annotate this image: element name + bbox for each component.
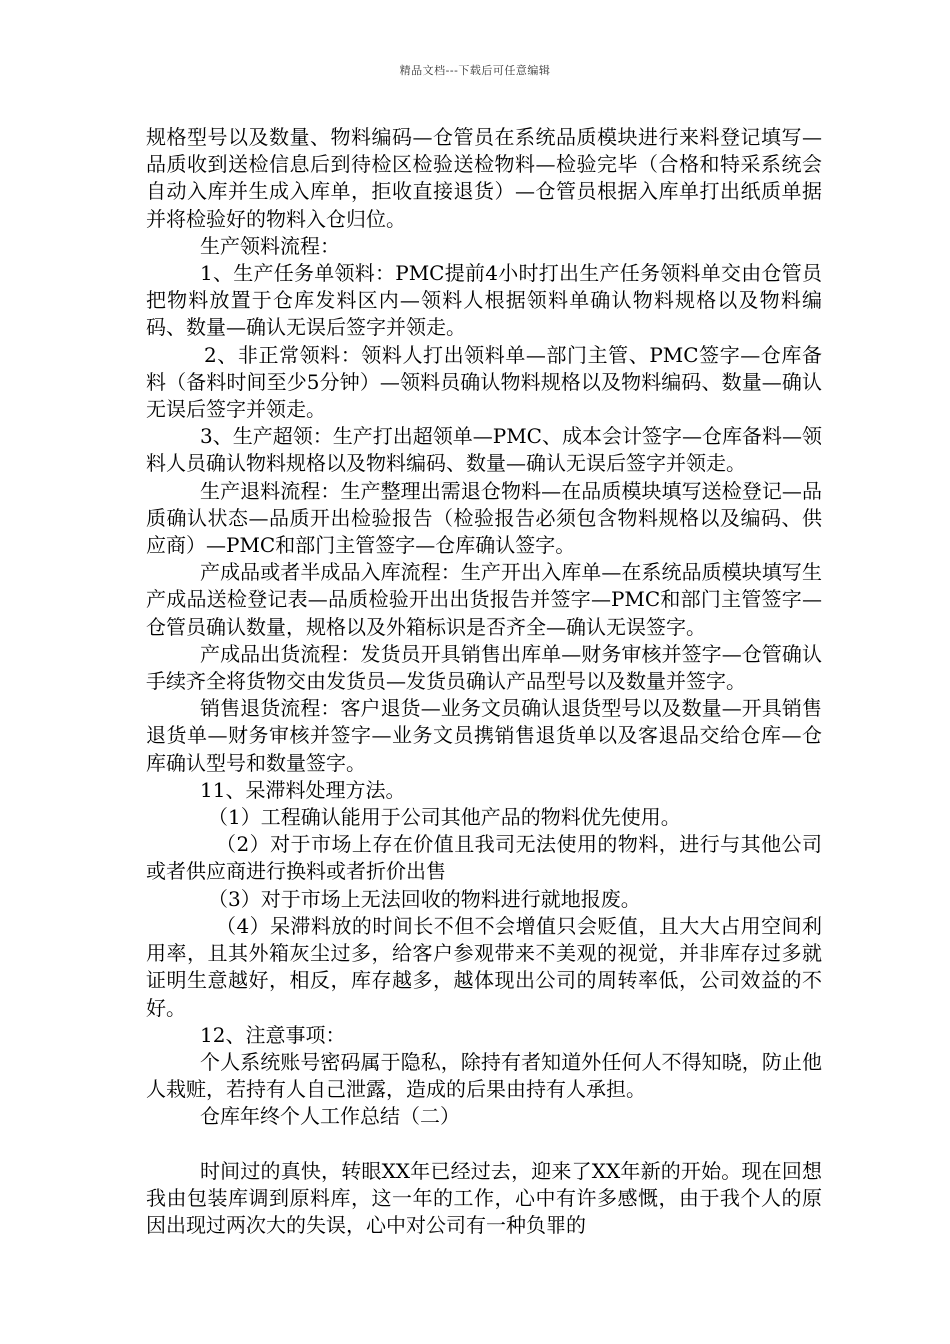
paragraph-abnormal-picking: 2、非正常领料：领料人打出领料单—部门主管、PMC签字—仓库备料（备料时间至少5分钟）—领料员确认物料规格以及物料编码、数量—确认无误后签字并领走。 [146,342,822,422]
paragraph-sales-return: 销售退货流程：客户退货—业务文员确认退货型号以及数量—开具销售退货单—财务审核并签字—业务文员携销售退货单以及客退品交给仓库—仓库确认型号和数量签字。 [146,696,822,775]
heading-production-picking: 生产领料流程： [200,233,340,258]
paragraph-over-picking: 3、生产超领：生产打出超领单—PMC、成本会计签字—仓库备料—领料人员确认物料规格以及物料编码、数量—确认无误后签字并领走。 [146,424,822,476]
heading-notes: 12、注意事项： [200,1022,346,1047]
page-header: 精品文档---下载后可任意编辑 [399,64,551,77]
blank-line [146,1131,822,1158]
paragraph-account-privacy: 个人系统账号密码属于隐私，除持有者知道外任何人不得知晓，防止他人栽赃，若持有人自己泄露，造成的后果由持有人承担。 [146,1049,822,1102]
list-item-1: （1）工程确认能用于公司其他产品的物料优先使用。 [208,805,681,830]
list-item-2: （2）对于市场上存在价值且我司无法使用的物料，进行与其他公司或者供应商进行换料或者折价出售 [146,832,822,884]
heading-slow-moving-material: 11、呆滞料处理方法。 [200,777,406,802]
paragraph-year-review: 时间过的真快，转眼XX年已经过去，迎来了XX年新的开始。现在回想我由包装库调到原料库，这一年的工作，心中有许多感慨，由于我个人的原因出现过两次大的失误，心中对公司有一种负罪的 [146,1158,822,1238]
paragraph-task-picking: 1、生产任务单领料：PMC提前4小时打出生产任务领料单交由仓管员把物料放置于仓库发料区内—领料人根据领料单确认物料规格以及物料编码、数量—确认无误后签字并领走。 [146,261,822,340]
list-item-4: （4）呆滞料放的时间长不但不会增值只会贬值，且大大占用空间利用率，且其外箱灰尘过多，给客户参观带来不美观的视觉，并非库存过多就证明生意越好，相反，库存越多，越体现出公司的周转率低，公司效益的不好。 [146,913,822,1020]
paragraph-finished-goods-inbound: 产成品或者半成品入库流程：生产开出入库单—在系统品质模块填写生产成品送检登记表—品质检验开出出货报告并签字—PMC和部门主管签字—仓管员确认数量，规格以及外箱标识是否齐全—确认无误签字。 [146,560,822,639]
paragraph-finished-goods-shipping: 产成品出货流程：发货员开具销售出库单—财务审核并签字—仓管确认手续齐全将货物交由发货员—发货员确认产品型号以及数量并签字。 [146,641,822,694]
paragraph-incoming-inspection: 规格型号以及数量、物料编码—仓管员在系统品质模块进行来料登记填写—品质收到送检信息后到待检区检验送检物料—检验完毕（合格和特采系统会自动入库并生成入库单，拒收直接退货）—仓管员根据入库单打出纸质单据并将检验好的物料入仓归位。 [146,125,822,231]
document-body [146,124,822,1239]
paragraph-material-return: 生产退料流程：生产整理出需退仓物料—在品质模块填写送检登记—品质确认状态—品质开出检验报告（检验报告必须包含物料规格以及编码、供应商）—PMC和部门主管签字—仓库确认签字。 [146,478,822,558]
section-title-summary-two: 仓库年终个人工作总结（二） [200,1104,460,1129]
list-item-3: （3）对于市场上无法回收的物料进行就地报废。 [208,886,641,911]
